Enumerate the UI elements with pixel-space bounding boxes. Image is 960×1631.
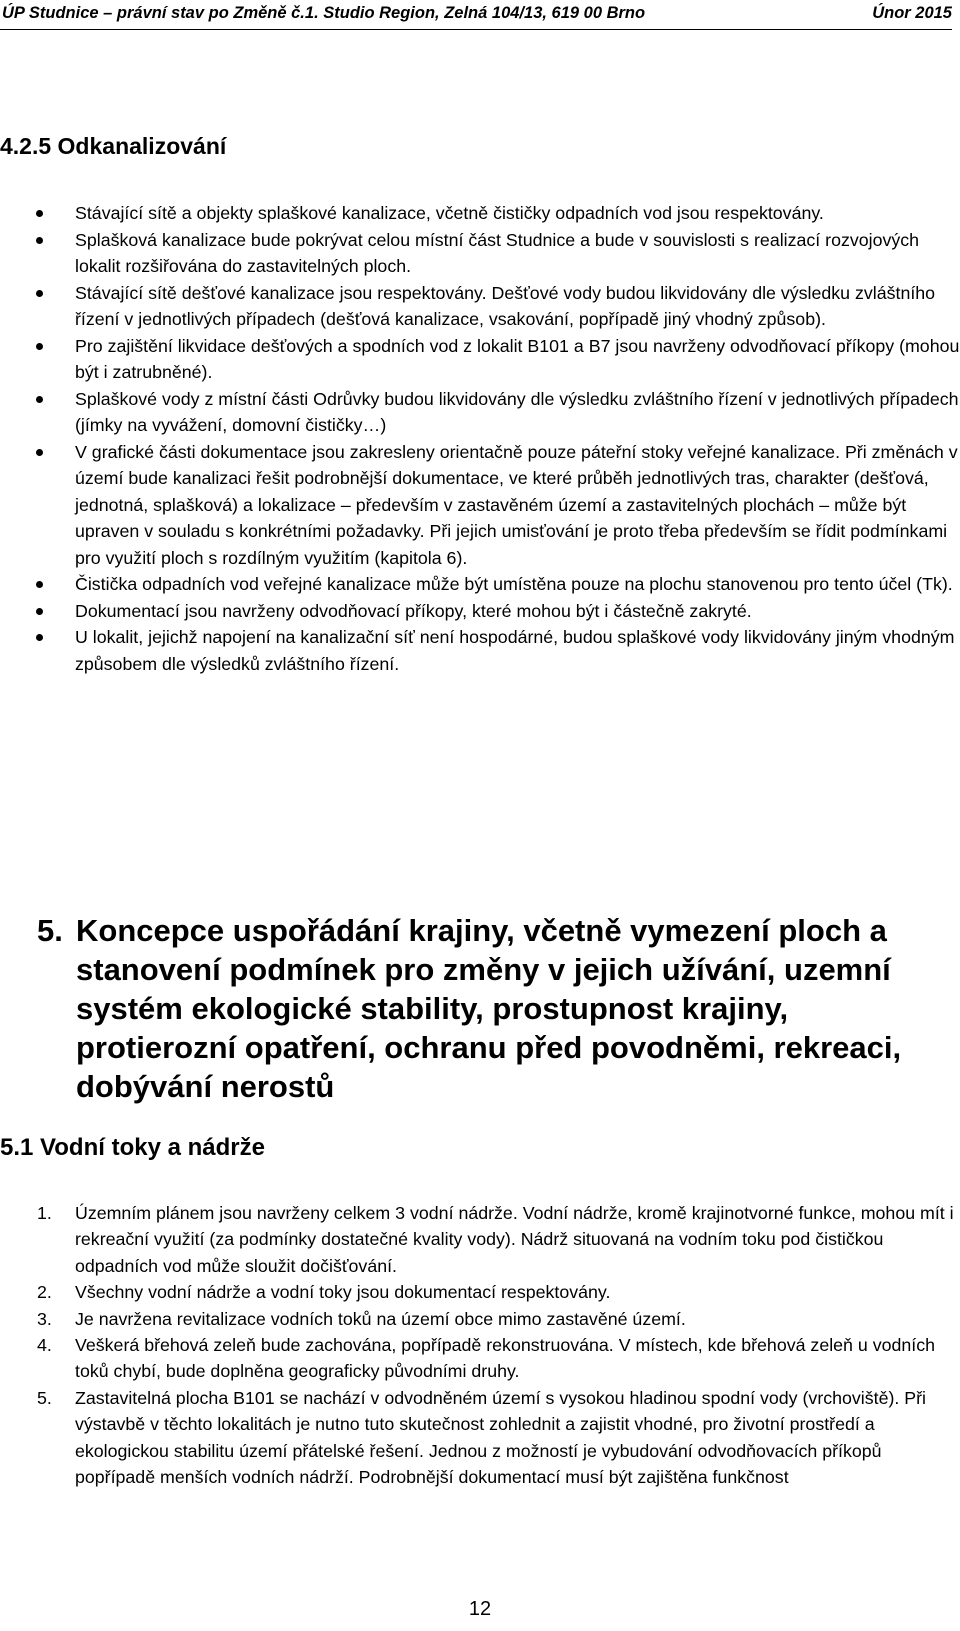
bullet-icon <box>36 237 43 244</box>
section-heading-5-1: 5.1 Vodní toky a nádrže <box>0 1134 265 1161</box>
bullet-item <box>0 624 960 677</box>
header-left-text: ÚP Studnice – právní stav po Změně č.1. Studio Region, Zelná 104/13, 619 00 Brno <box>2 4 646 22</box>
list-item-text: Všechny vodní nádrže a vodní toky jsou dokumentací respektovány. <box>75 1282 611 1303</box>
bullet-icon <box>36 634 43 641</box>
list-item-text: Veškerá břehová zeleň bude zachována, popřípadě rekonstruována. V místech, kde břehová zeleň u vodních toků chybí, bude doplněna geograficky původními druhy. <box>75 1335 935 1382</box>
list-item <box>0 1306 960 1332</box>
page-number: 12 <box>468 1598 492 1620</box>
bullet-text: Splaškové vody z místní části Odrůvky budou likvidovány dle výsledku zvláštního řízení v jednotlivých případech (jímky na vyvážení, domovní čističky…) <box>75 388 959 435</box>
bullet-item <box>0 333 960 386</box>
bullet-text: Pro zajištění likvidace dešťových a spodních vod z lokalit B101 a B7 jsou navrženy odvodňovací příkopy (mohou být i zatrubněné). <box>75 335 960 382</box>
list-item <box>0 1200 960 1279</box>
list-item-number: 5. <box>37 1387 52 1408</box>
list-item-text: Zastavitelná plocha B101 se nachází v odvodněném území s vysokou hladinou spodní vody (vrchoviště). Při výstavbě v těchto lokalitách je nutno tuto skutečnost zohlednit a zajistit vhodné, pro životní prostředí a ekologickou stabilitu území přátelské řešení. Jednou z možností je vybudování odvodňovacích příkopů popřípadě menších vodních nádrží. Podrobnější dokumentací musí být zajištěna funkčnost <box>75 1387 926 1488</box>
bullet-text: U lokalit, jejichž napojení na kanalizační síť není hospodárné, budou splaškové vody likvidovány jiným vhodným způsobem dle výsledků zvláštního řízení. <box>75 627 955 674</box>
bullet-text: Splašková kanalizace bude pokrývat celou místní část Studnice a bude v souvislosti s realizací rozvojových lokalit rozšiřována do zastavitelných ploch. <box>75 229 920 276</box>
bullet-icon <box>36 396 43 403</box>
list-item-text: Územním plánem jsou navrženy celkem 3 vodní nádrže. Vodní nádrže, kromě krajinotvorné funkce, mohou mít i rekreační využití (za podmínky dostatečné kvality vody). Nádrž situovaná na vodním toku pod čističkou odpadních vod může sloužit dočišťování. <box>75 1203 954 1276</box>
page-header <box>0 3 952 30</box>
numbered-list-vodni-toky <box>0 1200 960 1490</box>
bullet-icon <box>36 581 43 588</box>
chapter-heading-5 <box>37 911 947 1106</box>
bullet-item <box>0 386 960 439</box>
list-item <box>0 1385 960 1491</box>
bullet-icon <box>36 449 43 456</box>
bullet-text: Čistička odpadních vod veřejné kanalizace může být umístěna pouze na plochu stanovenou pro tento účel (Tk). <box>75 574 953 594</box>
chapter-title: Koncepce uspořádání krajiny, včetně vymezení ploch a stanovení podmínek pro změny v jejich užívání, uzemní systém ekologické stability, prostupnost krajiny, protierozní opatření, ochranu před povodněmi, rekreaci, dobývání nerostů <box>76 913 902 1104</box>
bullet-item <box>0 598 960 625</box>
bullet-text: Dokumentací jsou navrženy odvodňovací příkopy, které mohou být i částečně zakryté. <box>75 600 752 621</box>
list-item-text: Je navržena revitalizace vodních toků na území obce mimo zastavěné území. <box>75 1308 686 1329</box>
list-item-number: 1. <box>37 1203 52 1223</box>
bullet-icon <box>36 608 43 615</box>
bullet-item <box>0 227 960 280</box>
bullet-icon <box>36 290 43 297</box>
header-date: Únor 2015 <box>872 4 952 22</box>
bullet-item <box>0 200 960 227</box>
list-item-number: 3. <box>37 1308 52 1329</box>
bullet-list-odkanalizovani <box>0 200 960 677</box>
section-heading-4-2-5: 4.2.5 Odkanalizování <box>0 133 227 159</box>
bullet-text: Stávající sítě a objekty splaškové kanalizace, včetně čističky odpadních vod jsou respektovány. <box>75 203 824 223</box>
bullet-item <box>0 439 960 572</box>
chapter-number: 5. <box>37 913 63 948</box>
list-item <box>0 1279 960 1305</box>
bullet-text: V grafické části dokumentace jsou zakresleny orientačně pouze páteřní stoky veřejné kanalizace. Při změnách v území bude kanalizaci řešit podrobnější dokumentace, ve které průběh jednotlivých tras, charakter (dešťová, jednotná, splašková) a lokalizace – především v zastavěném území a zastavitelných plochách – může být upraven v souladu s konkrétními požadavky. Při jejich umisťování je proto třeba především se řídit podmínkami pro využití ploch s rozdílným využitím (kapitola 6). <box>75 441 958 568</box>
bullet-text: Stávající sítě dešťové kanalizace jsou respektovány. Dešťové vody budou likvidovány dle výsledku zvláštního řízení v jednotlivých případech (dešťová kanalizace, vsakování, popřípadě jiný vhodný způsob). <box>75 282 936 329</box>
list-item-number: 4. <box>37 1335 52 1356</box>
bullet-icon <box>36 343 43 350</box>
list-item-number: 2. <box>37 1282 52 1303</box>
list-item <box>0 1332 960 1385</box>
bullet-icon <box>36 210 43 217</box>
bullet-item <box>0 280 960 333</box>
bullet-item <box>0 571 960 598</box>
